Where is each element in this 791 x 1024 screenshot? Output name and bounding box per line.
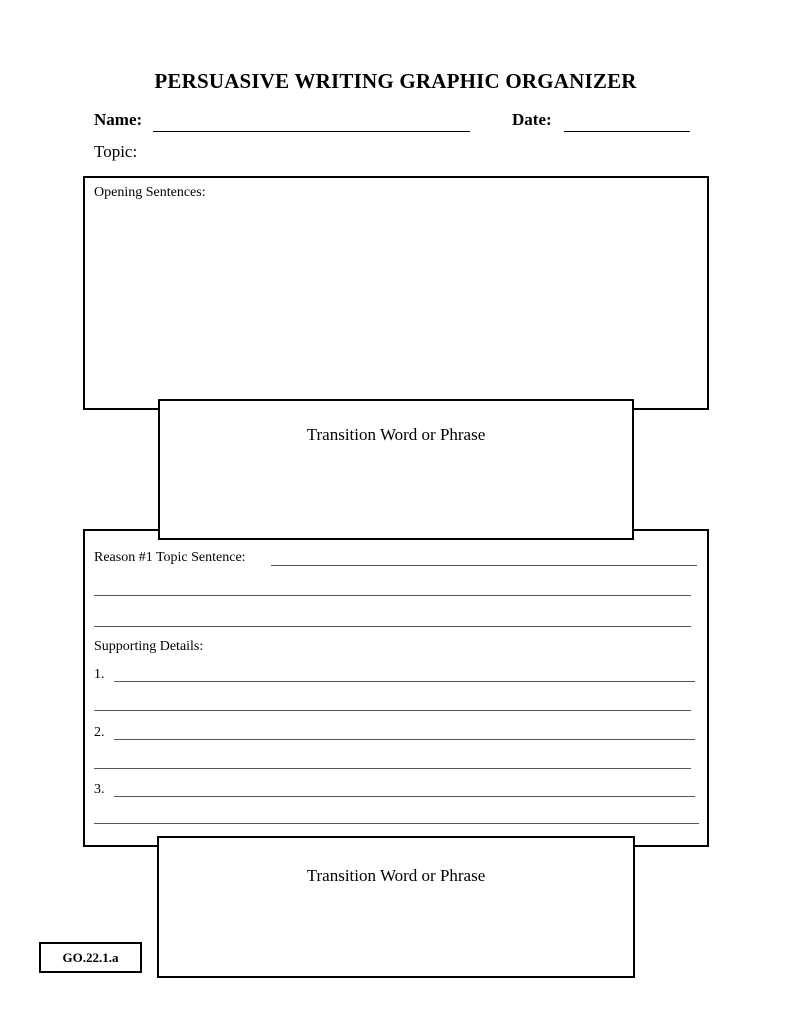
- reason-topic-line-2[interactable]: [94, 595, 691, 596]
- transition-label-2: Transition Word or Phrase: [306, 866, 486, 885]
- detail-2-line-2[interactable]: [94, 768, 691, 769]
- transition-box-1[interactable]: [158, 399, 634, 540]
- date-label: Date:: [512, 110, 552, 129]
- name-label: Name:: [94, 110, 143, 129]
- transition-box-2[interactable]: [157, 836, 635, 978]
- reason-topic-line[interactable]: [271, 565, 697, 566]
- date-field[interactable]: [564, 113, 690, 132]
- detail-3-line-2[interactable]: [94, 823, 699, 824]
- reason-1-box: [83, 529, 709, 847]
- detail-1-line[interactable]: [114, 681, 695, 682]
- reason-topic-label: Reason #1 Topic Sentence:: [94, 550, 246, 565]
- supporting-details-label: Supporting Details:: [94, 639, 204, 654]
- opening-sentences-label: Opening Sentences:: [94, 185, 206, 200]
- detail-number-1: 1.: [94, 667, 105, 682]
- detail-2-line[interactable]: [114, 739, 695, 740]
- reason-topic-line-3[interactable]: [94, 626, 691, 627]
- detail-number-2: 2.: [94, 725, 105, 740]
- topic-label: Topic:: [94, 142, 138, 161]
- opening-sentences-box[interactable]: [83, 176, 709, 410]
- transition-label-1: Transition Word or Phrase: [306, 425, 486, 444]
- form-code-badge: GO.22.1.a: [39, 942, 142, 973]
- detail-1-line-2[interactable]: [94, 710, 691, 711]
- detail-number-3: 3.: [94, 782, 105, 797]
- page-title: PERSUASIVE WRITING GRAPHIC ORGANIZER: [154, 69, 637, 93]
- detail-3-line[interactable]: [114, 796, 695, 797]
- name-field[interactable]: [153, 113, 470, 132]
